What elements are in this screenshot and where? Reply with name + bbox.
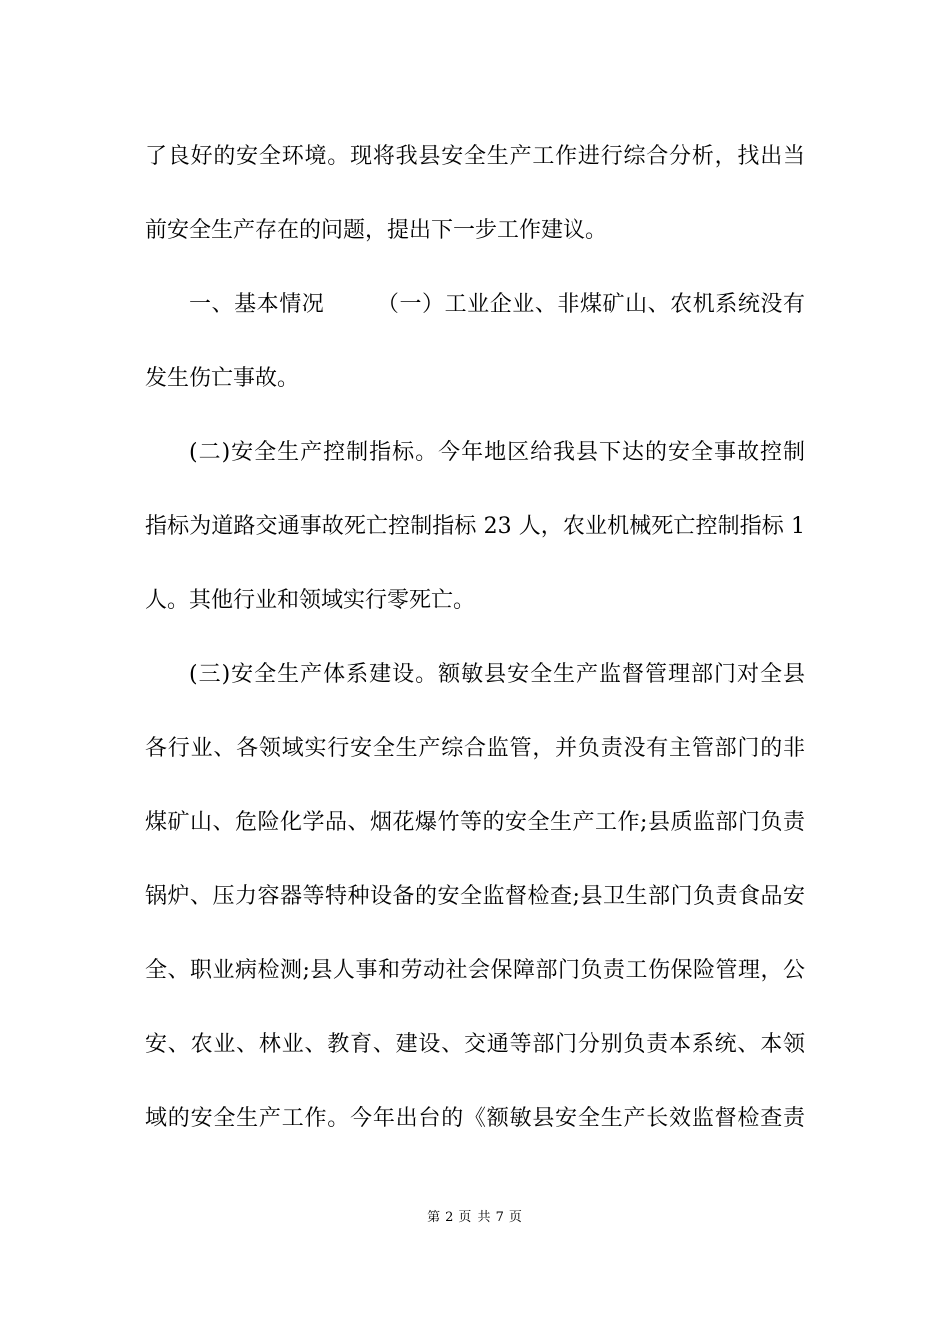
text-line: 全、职业病检测;县人事和劳动社会保障部门负责工伤保险管理，公 <box>145 958 805 983</box>
footer-suffix: 页 <box>508 1210 523 1225</box>
total-pages: 7 <box>495 1210 505 1225</box>
page-footer <box>0 1206 950 1225</box>
text-line: 锅炉、压力容器等特种设备的安全监督检查;县卫生部门负责食品安 <box>145 884 805 909</box>
page-number: 2 <box>445 1210 455 1225</box>
text-line: (三)安全生产体系建设。额敏县安全生产监督管理部门对全县 <box>189 662 805 687</box>
section-heading-line <box>145 268 805 342</box>
text-line: 域的安全生产工作。今年出台的《额敏县安全生产长效监督检查责 <box>145 1106 805 1131</box>
text-line: 煤矿山、危险化学品、烟花爆竹等的安全生产工作;县质监部门负责 <box>145 810 805 835</box>
section-heading: 一、基本情况 <box>189 292 325 317</box>
footer-middle: 页 共 <box>458 1210 492 1225</box>
text-line: 各行业、各领域实行安全生产综合监管，并负责没有主管部门的非 <box>145 736 805 761</box>
subsection-heading: （一）工业企业、非煤矿山、农机系统没有 <box>376 292 805 317</box>
text-line: 指标为道路交通事故死亡控制指标 23 人，农业机械死亡控制指标 1 <box>145 514 805 539</box>
footer-prefix: 第 <box>427 1210 442 1225</box>
text-line: 安、农业、林业、教育、建设、交通等部门分别负责本系统、本领 <box>145 1032 805 1057</box>
body-text <box>145 120 805 1156</box>
text-line: 了良好的安全环境。现将我县安全生产工作进行综合分析，找出当 <box>145 144 805 169</box>
text-line: (二)安全生产控制指标。今年地区给我县下达的安全事故控制 <box>189 440 805 465</box>
text-line: 人。其他行业和领域实行零死亡。 <box>145 588 476 613</box>
text-line: 前安全生产存在的问题，提出下一步工作建议。 <box>145 218 608 243</box>
text-line: 发生伤亡事故。 <box>145 366 300 391</box>
